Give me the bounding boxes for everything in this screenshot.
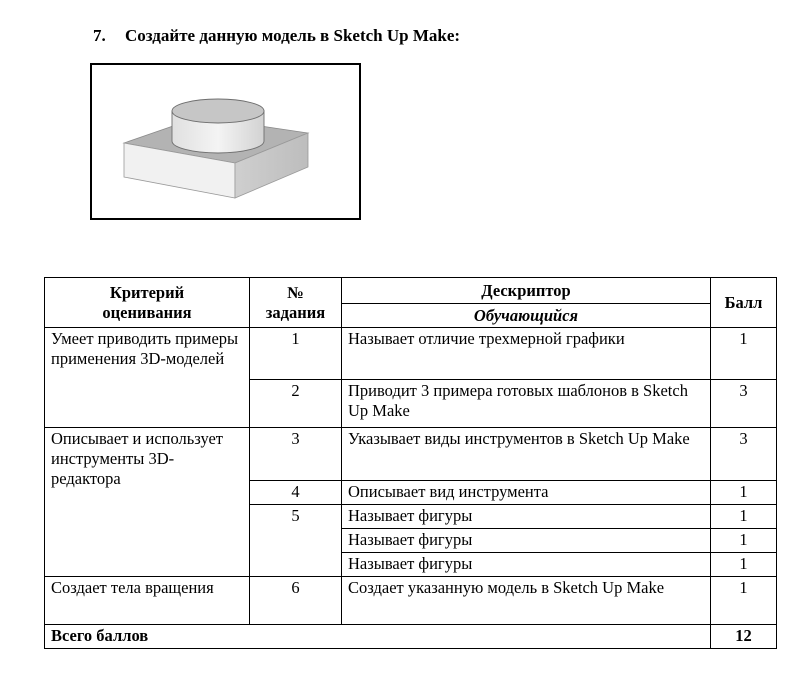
task-number-cell: 3 bbox=[250, 428, 342, 481]
header-task-number: № задания bbox=[250, 278, 342, 328]
task-colon: : bbox=[454, 26, 461, 45]
task-number-cell: 6 bbox=[250, 577, 342, 625]
total-label: Всего баллов bbox=[45, 625, 711, 649]
descriptor-cell: Указывает виды инструментов в Sketch Up Make bbox=[342, 428, 711, 481]
descriptor-cell: Называет фигуры bbox=[342, 505, 711, 529]
cylinder-on-box-model bbox=[92, 65, 359, 218]
task-heading bbox=[93, 26, 460, 46]
score-cell: 1 bbox=[711, 505, 777, 529]
descriptor-cell: Называет отличие трехмерной графики bbox=[342, 328, 711, 380]
score-cell: 3 bbox=[711, 380, 777, 428]
task-title: Создайте данную модель в Sketch Up Make bbox=[125, 26, 455, 45]
header-descriptor-sub: Обучающийся bbox=[342, 304, 711, 328]
task-number: 7. bbox=[93, 26, 106, 45]
score-cell: 3 bbox=[711, 428, 777, 481]
task-number-cell: 1 bbox=[250, 328, 342, 380]
score-cell: 1 bbox=[711, 553, 777, 577]
model-illustration bbox=[90, 63, 361, 220]
descriptor-cell: Описывает вид инструмента bbox=[342, 481, 711, 505]
task-number-cell: 4 bbox=[250, 481, 342, 505]
criterion-cell: Описывает и использует инструменты 3D-редактора bbox=[45, 428, 250, 577]
header-score: Балл bbox=[711, 278, 777, 328]
task-number-cell: 2 bbox=[250, 380, 342, 428]
criterion-cell: Умеет приводить примеры применения 3D-моделей bbox=[45, 328, 250, 428]
descriptor-cell: Приводит 3 примера готовых шаблонов в Sketch Up Make bbox=[342, 380, 711, 428]
score-cell: 1 bbox=[711, 328, 777, 380]
criterion-cell: Создает тела вращения bbox=[45, 577, 250, 625]
score-cell: 1 bbox=[711, 577, 777, 625]
score-cell: 1 bbox=[711, 529, 777, 553]
descriptor-cell: Создает указанную модель в Sketch Up Make bbox=[342, 577, 711, 625]
total-score: 12 bbox=[711, 625, 777, 649]
rubric-table bbox=[44, 277, 777, 649]
header-criterion: Критерий оценивания bbox=[45, 278, 250, 328]
score-cell: 1 bbox=[711, 481, 777, 505]
task-number-cell: 5 bbox=[250, 505, 342, 577]
header-descriptor: Дескриптор bbox=[342, 278, 711, 304]
descriptor-cell: Называет фигуры bbox=[342, 529, 711, 553]
descriptor-cell: Называет фигуры bbox=[342, 553, 711, 577]
